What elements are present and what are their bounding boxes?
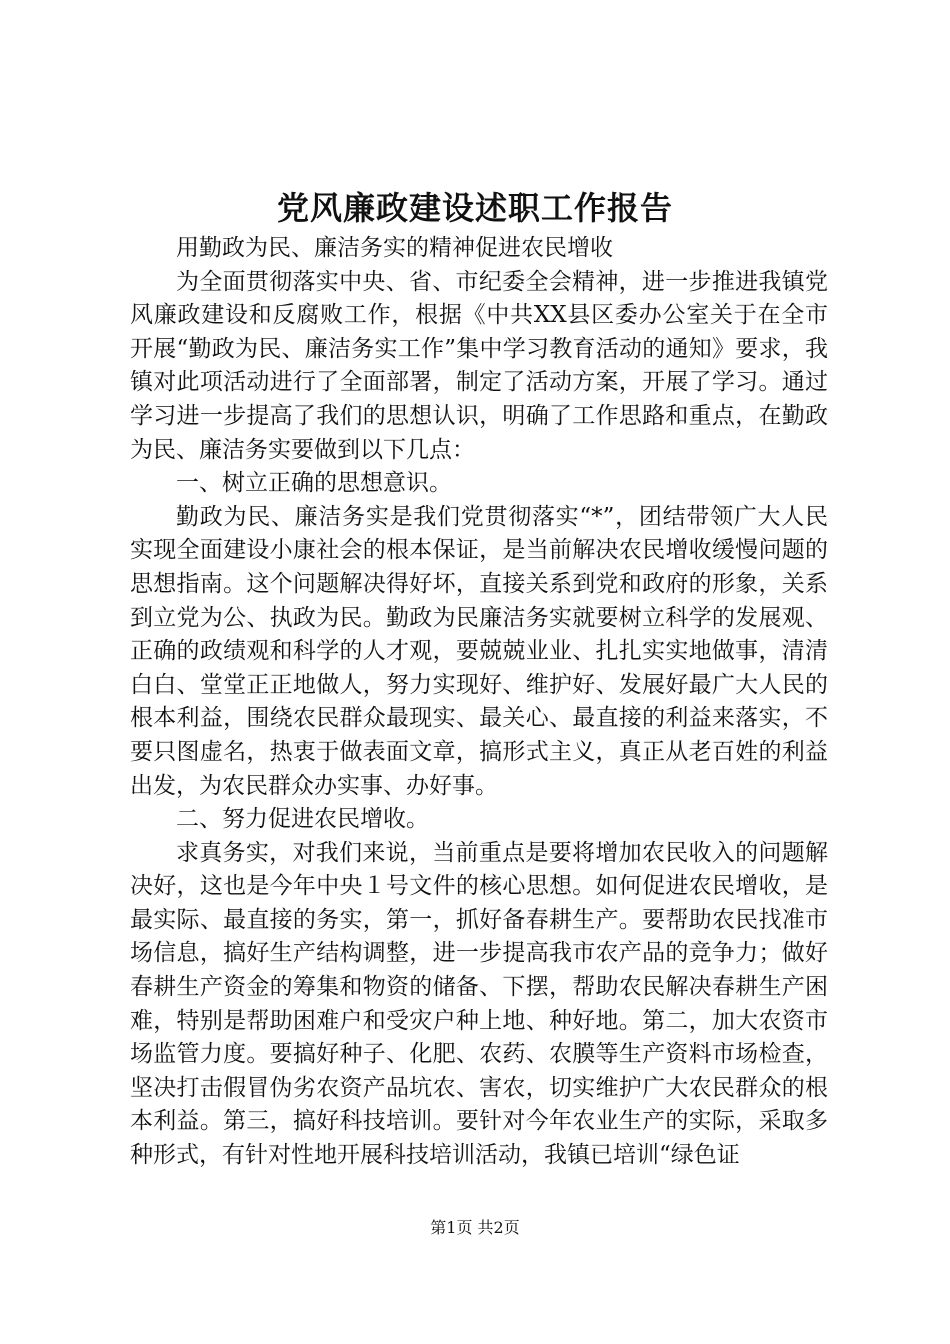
page-footer: 第1页 共2页 [430, 1218, 520, 1237]
document-body [130, 232, 828, 1173]
section-2-paragraph: 求真务实，对我们来说，当前重点是要将增加农民收入的问题解决好，这也是今年中央１号文件的核心思想。如何促进农民增收，是最实际、最直接的务实，第一，抓好备春耕生产。要帮助农民找准市场信息，搞好生产结构调整，进一步提高我市农产品的竞争力；做好春耕生产资金的筹集和物资的储备、下摆，帮助农民解决春耕生产困难，特别是帮助困难户和受灾户种上地、种好地。第二，加大农资市场监管力度。要搞好种子、化肥、农药、农膜等生产资料市场检查，坚决打击假冒伪劣农资产品坑农、害农，切实维护广大农民群众的根本利益。第三，搞好科技培训。要针对今年农业生产的实际，采取多种形式，有针对性地开展科技培训活动，我镇已培训“绿色证 [130, 839, 828, 1169]
intro-paragraph: 为全面贯彻落实中央、省、市纪委全会精神，进一步推进我镇党风廉政建设和反腐败工作，根据《中共XX县区委办公室关于在全市开展“勤政为民、廉洁务实工作”集中学习教育活动的通知》要求，我镇对此项活动进行了全面部署，制定了活动方案，开展了学习。通过学习进一步提高了我们的思想认识，明确了工作思路和重点，在勤政为民、廉洁务实要做到以下几点： [130, 268, 828, 463]
section-heading-2: 二、努力促进农民增收。 [176, 806, 429, 833]
subtitle-paragraph: 用勤政为民、廉洁务实的精神促进农民增收 [176, 235, 613, 261]
document-title: 党风廉政建设述职工作报告 [276, 189, 673, 227]
section-1-paragraph: 勤政为民、廉洁务实是我们党贯彻落实“*”，团结带领广大人民实现全面建设小康社会的根本保证，是当前解决农民增收缓慢问题的思想指南。这个问题解决得好坏，直接关系到党和政府的形象，关系到立党为公、执政为民。勤政为民廉洁务实就要树立科学的发展观、正确的政绩观和科学的人才观，要兢兢业业、扎扎实实地做事，清清白白、堂堂正正地做人，努力实现好、维护好、发展好最广大人民的根本利益，围绕农民群众最现实、最关心、最直接的利益来落实，不要只图虚名，热衷于做表面文章，搞形式主义，真正从老百姓的利益出发，为农民群众办实事、办好事。 [130, 503, 828, 799]
section-heading-1: 一、树立正确的思想意识。 [176, 470, 452, 497]
